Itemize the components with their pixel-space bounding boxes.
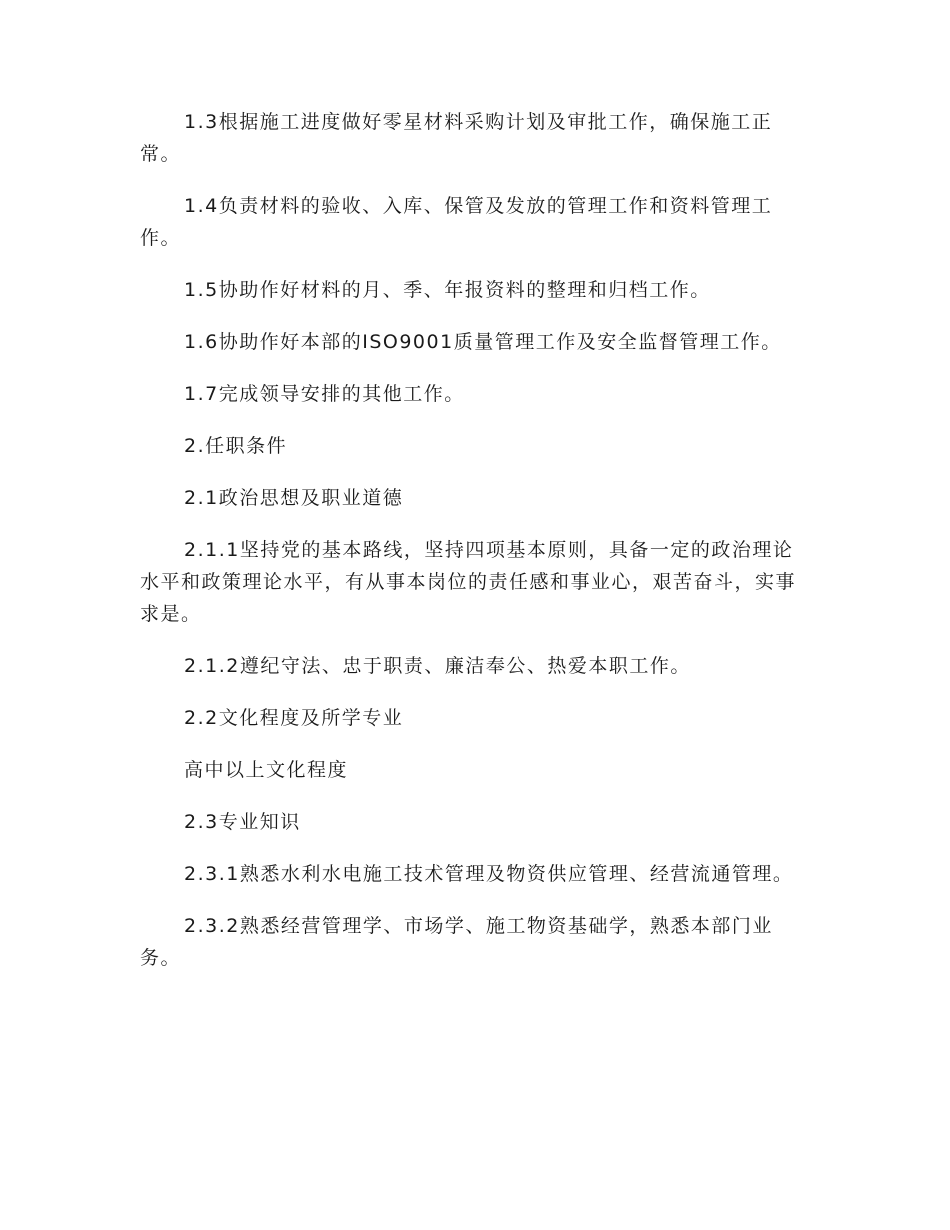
paragraph-1-4: 1.4负责材料的验收、入库、保管及发放的管理工作和资料管理工作。 (140, 195, 773, 249)
paragraph-2-1-2: 2.1.2遵纪守法、忠于职责、廉洁奉公、热爱本职工作。 (184, 655, 691, 677)
heading-2: 2.任职条件 (184, 435, 288, 457)
paragraph-2-3-1: 2.3.1熟悉水利水电施工技术管理及物资供应管理、经营流通管理。 (184, 863, 794, 885)
paragraph-1-7: 1.7完成领导安排的其他工作。 (184, 383, 465, 405)
paragraph-education: 高中以上文化程度 (184, 759, 349, 781)
paragraph-1-6: 1.6协助作好本部的ISO9001质量管理工作及安全监督管理工作。 (184, 331, 782, 353)
paragraph-1-3: 1.3根据施工进度做好零星材料采购计划及审批工作，确保施工正常。 (140, 111, 773, 165)
paragraph-1-5: 1.5协助作好材料的月、季、年报资料的整理和归档工作。 (184, 279, 711, 301)
paragraph-2-1-1: 2.1.1坚持党的基本路线，坚持四项基本原则，具备一定的政治理论水平和政策理论水平，有从事本岗位的责任感和事业心，艰苦奋斗，实事求是。 (140, 539, 797, 625)
heading-2-3: 2.3专业知识 (184, 811, 301, 833)
heading-2-1: 2.1政治思想及职业道德 (184, 487, 404, 509)
heading-2-2: 2.2文化程度及所学专业 (184, 707, 404, 729)
paragraph-2-3-2: 2.3.2熟悉经营管理学、市场学、施工物资基础学，熟悉本部门业务。 (140, 915, 773, 969)
document-body (140, 106, 810, 994)
